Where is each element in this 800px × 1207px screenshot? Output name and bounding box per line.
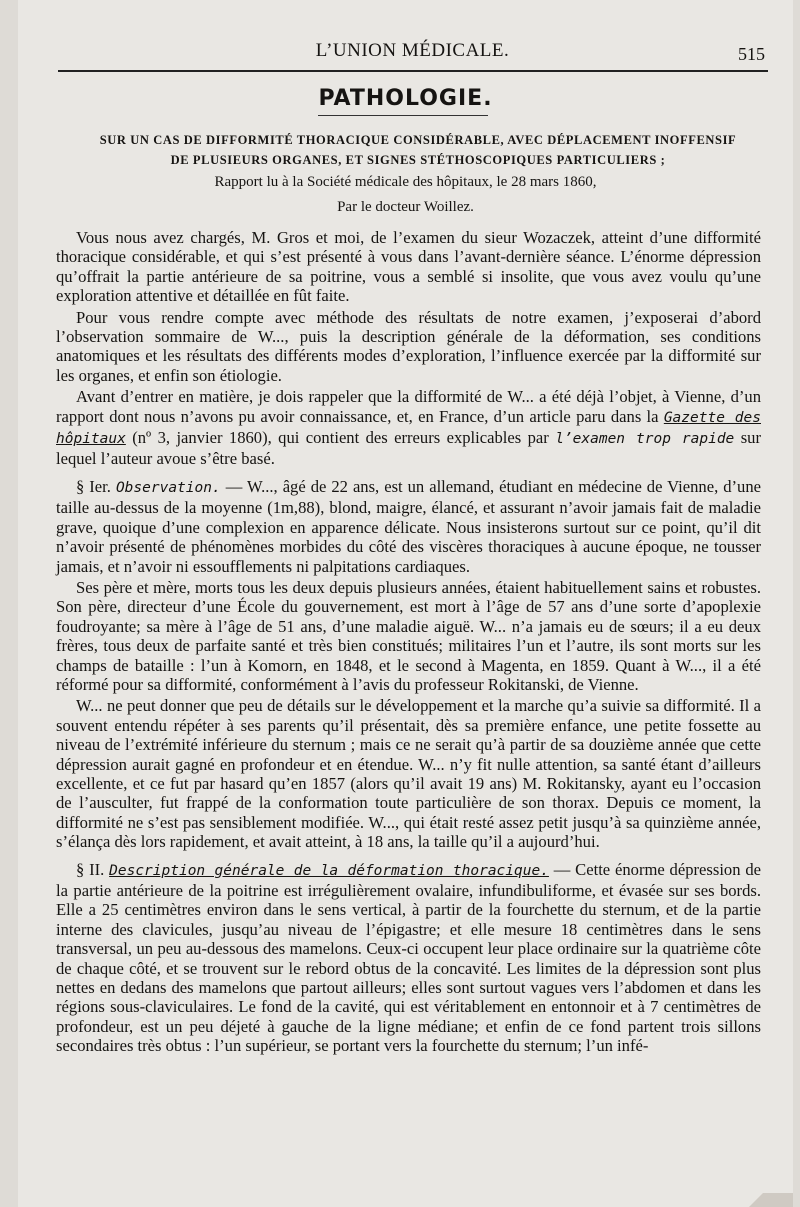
paragraph-text: sur lequel l’auteur avoue s’être basé. <box>56 428 761 469</box>
author-line: Par le docteur Woillez. <box>337 199 474 215</box>
page-edge <box>733 1193 793 1207</box>
page-number: 515 <box>738 44 765 64</box>
paragraph-text: (nº 3, janvier 1860), qui contient des erreurs explicables par <box>125 428 556 448</box>
document-page <box>18 0 793 1207</box>
section-observation <box>56 477 761 576</box>
paragraph-text: — Cette énorme dépression de la partie antérieure de la poitrine est irrégulièrement ovalaire, infundibuliforme, et évasée sur ses bords. Elle a 25 centimètres environ dans le sens vertical, à partir de la fourchette du sternum, et de la partie interne des clavicules, jusqu’au niveau de l’épigastre; et elle mesure 18 centimètres dans le sens transversal, un peu au-dessous des mamelons. Ceux-ci occupent leur place ordinaire sur la quatrième côte de chaque côté, et se trouvent sur le rebord obtus de la concavité. Les limites de la dépression sont plus nettes en dedans des mamelons que partout ailleurs; elles sont surtout vagues vers l’abdomen et dans les régions sous-claviculaires. Le fond de la cavité, qui est véritablement en entonnoir et à 7 centimètres de profondeur, est un peu déjeté à gauche de la ligne médiane; et enfin de ce fond partent trois sillons secondaires très obtus : l’un supérieur, se portant vers la fourchette du sternum; l’un infé- <box>56 859 761 1056</box>
journal-citation: Gazette des hôpitaux <box>56 409 761 448</box>
journal-title: L’UNION MÉDICALE. <box>315 40 510 61</box>
paragraph <box>56 387 761 469</box>
running-head <box>60 40 765 66</box>
section-heading: PATHOLOGIE. <box>318 86 493 111</box>
report-note: Rapport lu à la Société médicale des hôpitaux, le 28 mars 1860, <box>214 174 597 190</box>
article-title-line-2: DE PLUSIEURS ORGANES, ET SIGNES STÉTHOSCOPIQUES PARTICULIERS ; <box>170 153 666 167</box>
paragraph: W... ne peut donner que peu de détails sur le développement et la marche qu’a suivie sa difformité. Il a souvent entendu répéter à ses parents qu’il présentait, dès sa première enfance, une petite fossette au niveau de l’extrémité inférieure du sternum ; mais ce ne serait qu’à partir de sa douzième année que cette dépression aurait gagné en profondeur et en étendue. W... n’y fit nulle attention, sa santé étant d’ailleurs excellente, et ce fut par hasard qu’en 1857 (alors qu’il avait 19 ans) M. Rokitansky, ayant eu l’occasion de l’ausculter, fut frappé de la conformation toute particulière de son thorax. Depuis ce moment, la difformité ne s’est pas sensiblement modifiée. W..., qui était resté assez petit jusqu’à sa quinzième année, s’élança dès lors rapidement, et avait atteint, à 18 ans, la taille qu’il a aujourd’hui. <box>56 696 761 852</box>
emphasis: l’examen trop rapide <box>555 431 735 448</box>
paragraph: Vous nous avez chargés, M. Gros et moi, de l’examen du sieur Wozaczek, atteint d’une difformité thoracique considérable, et qui s’est présenté à vous dans l’avant-dernière séance. L’énorme dépression qu’offrait la partie antérieure de sa poitrine, vous a semblé si insolite, que vous avez voulu qu’une exploration attentive et détaillée en fût faite. <box>56 228 761 306</box>
section-description <box>56 860 761 1056</box>
article-title-line-1: SUR UN CAS DE DIFFORMITÉ THORACIQUE CONSIDÉRABLE, AVEC DÉPLACEMENT INOFFENSIF <box>99 133 737 147</box>
heading-rule <box>318 115 488 116</box>
paragraph: Pour vous rendre compte avec méthode des résultats de notre examen, j’exposerai d’abord l’observation sommaire de W..., puis la description générale de la déformation, ses conditions anatomiques et les résultats des différents modes d’exploration, l’influence exercée par la difformité sur les organes, et enfin son étiologie. <box>56 307 761 385</box>
section-title: Observation. <box>115 479 221 496</box>
paragraph: Ses père et mère, morts tous les deux depuis plusieurs années, étaient habituellement sains et robustes. Son père, directeur d’une École du gouvernement, est mort à l’âge de 57 ans d’une sorte d’apoplexie foudroyante; sa mère à l’âge de 51 ans, d’une maladie aiguë. W... n’a jamais eu de sœurs; il a eu deux frères, tous deux de parfaite santé et très bien constitués; militaires l’un et l’autre, ils sont morts sur les champs de bataille : l’un à Komorn, en 1848, et le second à Magenta, en 1859. Quant à W..., il a été réformé pour sa difformité, conformément à l’avis du professeur Rokitanski, de Vienne. <box>56 577 761 694</box>
paragraph-text: Avant d’entrer en matière, je dois rappeler que la difformité de W... a été déjà l’objet, à Vienne, d’un rapport dont nous n’avons pu avoir connaissance, et, en France, d’un article paru dans la <box>56 387 761 426</box>
section-title: Description générale de la déformation thoracique. <box>109 862 549 879</box>
paragraph-text: — W..., âgé de 22 ans, est un allemand, étudiant en médecine de Vienne, d’une taille au-dessus de la moyenne (1m,88), blond, maigre, élancé, et assurant n’avoir jamais fait de maladie grave, quoique d’une complexion en apparence délicate. Nous insisterons surtout sur ce point, qu’il dit n’avoir présenté de phénomènes morbides du côté des viscères thoraciques à aucune époque, ne tousser jamais, et n’avoir ni essoufflements ni palpitations cardiaques. <box>56 476 761 576</box>
section-number: § Ier. <box>76 476 116 496</box>
article-title <box>38 130 798 170</box>
header-rule <box>58 70 768 72</box>
article-body <box>56 228 761 1056</box>
section-number: § II. <box>76 859 110 879</box>
